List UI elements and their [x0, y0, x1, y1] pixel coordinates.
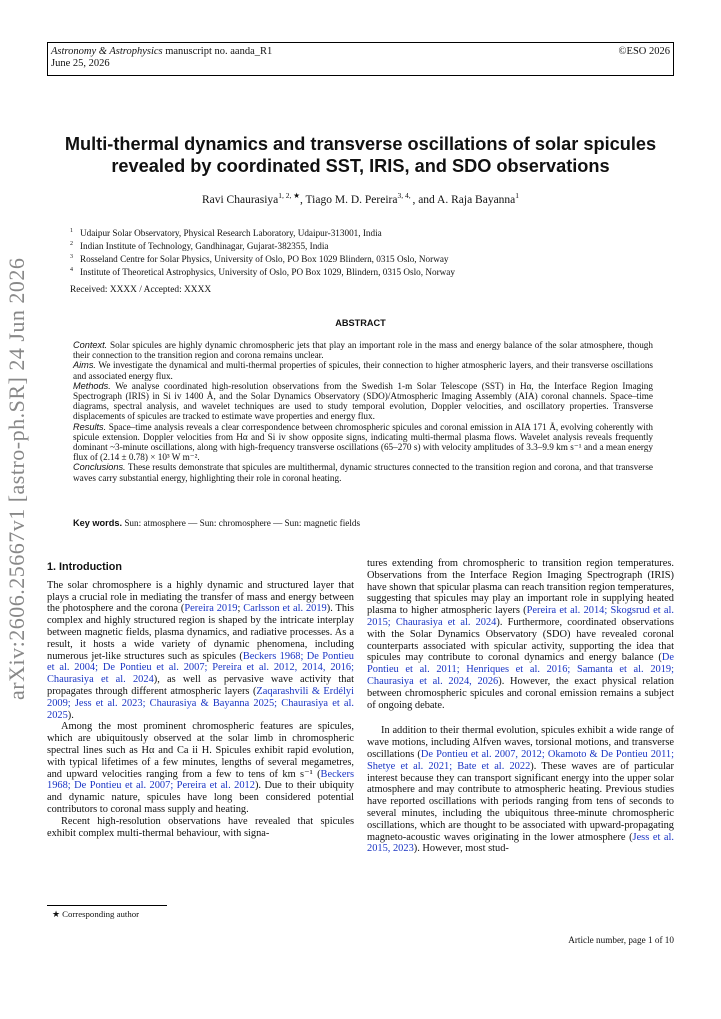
abstract-aims [73, 360, 653, 380]
affiliation-3 [70, 252, 455, 265]
citation-link[interactable]: Carlsson et al. 2019 [243, 603, 327, 615]
paragraph-text: ). However, the exact physical relation between chromospheric spicules and coronal emission remains a subject of ongoing debate. [367, 675, 674, 711]
header-journal-info [51, 46, 272, 70]
paragraph-text: ). Due to their ubiquity and dynamic nature, spicules have long been considered potential contributors to coronal mass supply and heating. [47, 780, 354, 815]
affiliation-number: 1 [70, 228, 73, 234]
paragraph-text: ). This complex and highly structured region is shaped by the intricate interplay between magnetic fields, plasma dynamics, and radiative processes. As a result, it hosts a wide variety of dynamic phenomena, including numerous jet-like structures such as spicules ( [47, 603, 354, 662]
abstract-context-label: Context. [73, 340, 108, 350]
author-list [40, 191, 681, 206]
abstract-results-text: Space–time analysis reveals a clear correspondence between chromospheric spicules and coronal emission in AIA 171 Å, evolving coherently with spicule extension. Doppler velocities from Hα and Si iv show opposite signs, indicating multi-thermal plasma flows. Wavelet analysis reveals frequently dominant ~3-minute oscillations, along with high-frequency transverse oscillations (65–270 s) with velocity amplitudes of 3.3–9.9 km s⁻¹ and a mean energy flux of (2.14 ± 0.78) × 10³ W m⁻². [73, 421, 653, 463]
body-column-right [367, 558, 674, 855]
abstract-context [73, 340, 653, 360]
citation-link[interactable]: De Pontieu et al. 2007, 2012; Okamoto & De Pontieu 2011; Shetye et al. 2021; Bate et al. 2022 [367, 748, 675, 772]
affiliation-4 [70, 265, 455, 278]
affiliation-text: Udaipur Solar Observatory, Physical Research Laboratory, Udaipur-313001, India [80, 228, 382, 239]
paragraph-text: ). [67, 709, 74, 721]
keywords-text: Sun: atmosphere — Sun: chromosphere — Sun: magnetic fields [124, 518, 361, 528]
paragraph-text: In addition to their thermal evolution, spicules exhibit a wide range of wave motions, including Alfven waves, torsional motions, and transverse oscillations ( [367, 725, 674, 760]
affiliation-text: Indian Institute of Technology, Gandhinagar, Gujarat-382355, India [80, 241, 329, 252]
affiliation-1 [70, 226, 455, 239]
section-heading: 1. Introduction [47, 561, 122, 573]
footnote: ★ Corresponding author [52, 909, 140, 919]
citation-link[interactable]: Pereira 2019 [184, 603, 238, 615]
abstract-context-text: Solar spicules are highly dynamic chromospheric jets that play an important role in the mass and energy balance of the solar atmosphere, though their connection to the transition region and corona remains unclear. [73, 340, 653, 361]
abstract-conclusions-label: Conclusions. [73, 462, 126, 473]
paragraph-text: ). Furthermore, coordinated observations with the Solar Dynamics Observatory (SDO) have revealed coronal counterparts associated with spicular activity, supporting the idea that spicules may contribute to coronal dynamics and energy balance ( [367, 616, 674, 664]
citation-link[interactable]: Zaqarashvili & Erdélyi 2009; Jess et al. 2023; Chaurasiya & Bayanna 2025; Chaurasiya et al. 2025 [47, 685, 355, 721]
manuscript-id: manuscript no. aanda_R1 [165, 46, 273, 57]
author-2-affil: 3, 4, [397, 191, 413, 200]
affiliation-number: 2 [70, 241, 73, 248]
affiliation-2 [70, 239, 455, 252]
received-dates: Received: XXXX / Accepted: XXXX [70, 285, 212, 295]
paragraph [367, 558, 674, 711]
abstract-methods [73, 381, 653, 422]
paragraph: Recent high-resolution observations have revealed that spicules exhibit complex multi-thermal behaviour, with signa- [47, 815, 354, 839]
affiliation-text: Institute of Theoretical Astrophysics, University of Oslo, PO Box 1029, Blindern, 0315 Oslo, Norway [80, 267, 455, 278]
author-1: Ravi Chaurasiya [201, 193, 279, 206]
abstract-body [73, 340, 653, 483]
journal-name: Astronomy & Astrophysics [51, 46, 163, 57]
paragraph-text: ). These waves are of particular interest because they can transport significant energy into the upper solar atmosphere and may contribute to atmospheric heating. Previous studies have reported oscillations with periods ranging from tens of seconds to several minutes, including the ubiquitous three-minute chromospheric oscillations, which are thought to be associated with upward-propagating magneto-acoustic waves originating in the lower atmosphere ( [367, 760, 674, 843]
affiliation-text: Rosseland Centre for Solar Physics, University of Oslo, PO Box 1029 Blindern, 0315 Oslo, Norway [80, 254, 449, 265]
author-3-affil: 1 [515, 191, 520, 200]
citation-link[interactable]: Jess et al. 2015, 2023 [367, 831, 674, 855]
citation-link[interactable]: Beckers 1968; De Pontieu et al. 2007; Pereira et al. 2012 [47, 768, 354, 792]
abstract-conclusions [73, 462, 653, 482]
arxiv-stamp: arXiv:2606.25667v1 [astro-ph.SR] 24 Jun 2026 [4, 257, 29, 700]
header-date: June 25, 2026 [51, 58, 110, 69]
paragraph-text: Among the most prominent chromospheric features are spicules, which are ubiquitously observed at the solar limb in chromospheric spectral lines such as Hα and Ca ii H. Spicules exhibit rapid evolution, with typical lifetimes of a few minutes, lengths of several megametres, and upward velocities ranging from a few to tens of km s⁻¹ ( [47, 721, 354, 780]
paragraph-text: ), as well as pervasive wave activity that propagates through different atmospheric layers ( [47, 674, 354, 697]
paragraph-text: The solar chromosphere is a highly dynamic and structured layer that plays a crucial role in mediating the transfer of mass and energy between the photosphere and the corona ( [47, 579, 354, 615]
abstract-results [73, 422, 653, 463]
abstract-results-label: Results. [73, 421, 107, 432]
citation-link[interactable]: De Pontieu et al. 2011; Henriques et al. 2016; Samanta et al. 2019; Chaurasiya et al. 2024, 2026 [367, 652, 674, 687]
page-number: Article number, page 1 of 10 [568, 935, 674, 945]
author-2: , Tiago M. D. Pereira [300, 193, 398, 206]
paragraph-text: ; [237, 603, 244, 615]
paragraph-text: ). However, most stud- [413, 843, 509, 855]
running-header [47, 42, 674, 76]
citation-link[interactable]: Pereira et al. 2014; Skogsrud et al. 2015; Chaurasiya et al. 2024 [367, 605, 675, 628]
keywords-label: Key words. [73, 518, 123, 528]
abstract-conclusions-text: These results demonstrate that spicules are multithermal, dynamic structures connected to the transition region and corona, and that transverse waves carry substantial energy, highlighting their role in coronal heating. [73, 462, 653, 483]
paragraph [47, 721, 354, 815]
paper-title: Multi-thermal dynamics and transverse oscillations of solar spicules revealed by coordinated SST, IRIS, and SDO observations [64, 134, 657, 176]
paragraph-text: tures extending from chromospheric to transition region temperatures. Observations from the Interface Region Imaging Spectrograph (IRIS) have shown that spicular plasma can reach transition region temperatures, suggesting that spicules may play an important role in supplying heated plasma to higher atmospheric layers ( [367, 558, 674, 617]
affiliation-number: 3 [70, 254, 73, 261]
body-column-left [47, 562, 354, 839]
affiliations [70, 226, 455, 278]
author-3: , and A. Raja Bayanna [412, 193, 516, 206]
footnote-rule [47, 905, 167, 906]
abstract-methods-label: Methods. [73, 380, 111, 391]
paragraph [367, 725, 674, 855]
copyright: ©ESO 2026 [618, 46, 670, 57]
abstract-methods-text: We analyse coordinated high-resolution observations from the Swedish 1-m Solar Telescope (SST) in Hα, the Interface Region Imaging Spectrograph (IRIS) in Si iv 1400 Å, and the Solar Dynamics Observatory (SDO)/Atmospheric Imaging Assembly (AIA) coronal channels. Space–time diagrams, spectral analysis, and wavelet techniques are used to study temporal evolution, Doppler velocities, and oscillatory properties. Transverse displacements of spicules are tracked to estimate wave properties and energy flux. [73, 380, 653, 422]
affiliation-number: 4 [70, 267, 73, 274]
author-1-affil: 1, 2, ★ [278, 191, 301, 200]
paragraph [47, 580, 354, 722]
abstract-heading: ABSTRACT [335, 318, 386, 328]
keywords [73, 518, 360, 528]
citation-link[interactable]: Beckers 1968; De Pontieu et al. 2004; De Pontieu et al. 2007; Pereira et al. 2012, 2014, 2016; Chaurasiya et al. 2024 [47, 650, 354, 686]
abstract-aims-text: We investigate the dynamical and multi-thermal properties of spicules, their connection to higher atmospheric layers, and their transverse oscillations and associated energy flux. [73, 360, 653, 381]
abstract-aims-label: Aims. [73, 360, 96, 371]
